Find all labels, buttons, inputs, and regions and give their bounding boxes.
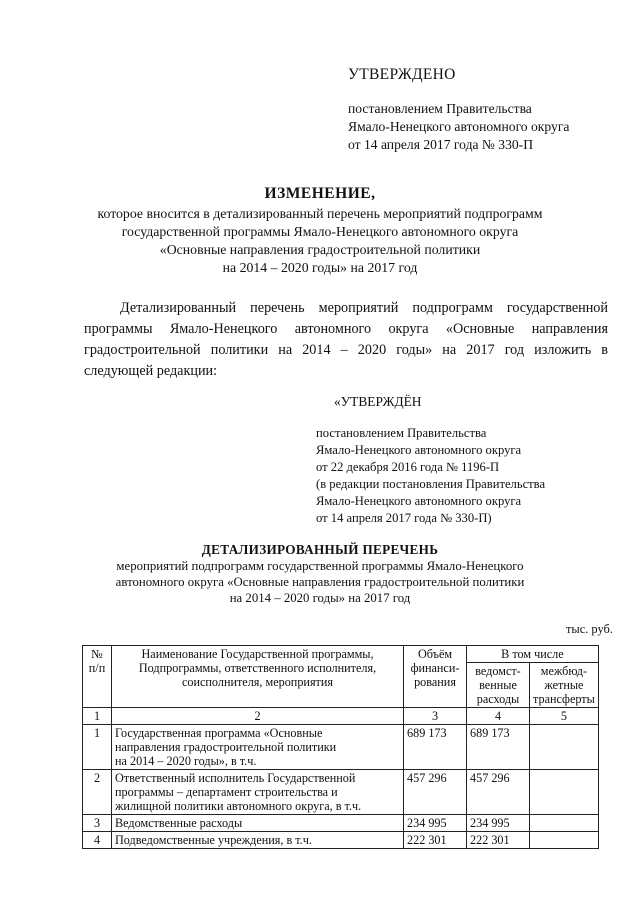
approval2-line: постановлением Правительства bbox=[316, 426, 487, 440]
header-including: В том числе bbox=[467, 646, 599, 663]
row-interbudget bbox=[530, 832, 599, 849]
row-name: Государственная программа «Основные направления градостроительной политики на 2014 – 2020 годы», в т.ч. bbox=[112, 725, 404, 770]
change-line: которое вносится в детализированный перечень мероприятий подпрограмм bbox=[97, 206, 543, 221]
table-row bbox=[83, 832, 599, 849]
row-num: 1 bbox=[83, 725, 112, 770]
change-line: на 2014 – 2020 годы» на 2017 год bbox=[222, 260, 418, 275]
row-num: 3 bbox=[83, 815, 112, 832]
row-volume: 222 301 bbox=[404, 832, 467, 849]
approval2-title: «УТВЕРЖДЁН bbox=[334, 394, 422, 409]
row-interbudget bbox=[530, 725, 599, 770]
change-line: государственной программы Ямало-Ненецкого автономного округа bbox=[121, 224, 519, 239]
row-volume: 234 995 bbox=[404, 815, 467, 832]
table-row bbox=[83, 725, 599, 770]
row-name: Подведомственные учреждения, в т.ч. bbox=[112, 832, 404, 849]
table-row bbox=[83, 815, 599, 832]
row-name: Ведомственные расходы bbox=[112, 815, 404, 832]
col-num: 3 bbox=[404, 708, 467, 725]
header-num: № п/п bbox=[83, 646, 112, 708]
body-paragraph: Детализированный перечень мероприятий подпрограмм государственной программы Ямало-Ненецкого автономного округа «Основные направления градостроительной политики на 2014 – 2020 годы» на 2017 год изложить в следующей редакции: bbox=[84, 300, 608, 379]
activities-table bbox=[82, 645, 599, 849]
row-num: 4 bbox=[83, 832, 112, 849]
table-header-row bbox=[83, 646, 599, 663]
change-line: «Основные направления градостроительной политики bbox=[159, 242, 481, 257]
col-num: 4 bbox=[467, 708, 530, 725]
approval2-line: Ямало-Ненецкого автономного округа bbox=[316, 443, 522, 457]
col-num: 2 bbox=[112, 708, 404, 725]
row-name: Ответственный исполнитель Государственной программы – департамент строительства и жилищной политики автономного округа, в т.ч. bbox=[112, 770, 404, 815]
header-volume: Объём финанси- рования bbox=[404, 646, 467, 708]
approval-line: постановлением Правительства bbox=[348, 101, 532, 116]
row-num: 2 bbox=[83, 770, 112, 815]
row-volume: 457 296 bbox=[404, 770, 467, 815]
units-label: тыс. руб. bbox=[566, 622, 613, 636]
list-title: ДЕТАЛИЗИРОВАННЫЙ ПЕРЕЧЕНЬ bbox=[201, 542, 439, 557]
table-row bbox=[83, 770, 599, 815]
row-dept: 457 296 bbox=[467, 770, 530, 815]
change-title: ИЗМЕНЕНИЕ, bbox=[264, 185, 376, 202]
list-line: на 2014 – 2020 годы» на 2017 год bbox=[229, 591, 411, 605]
approval-line: Ямало-Ненецкого автономного округа bbox=[348, 119, 570, 134]
list-line: автономного округа «Основные направления градостроительной политики bbox=[115, 575, 525, 589]
header-interbudget: межбюд- жетные трансферты bbox=[530, 663, 599, 708]
approval-line: от 14 апреля 2017 года № 330-П bbox=[348, 137, 534, 152]
row-dept: 234 995 bbox=[467, 815, 530, 832]
list-line: мероприятий подпрограмм государственной программы Ямало-Ненецкого bbox=[116, 559, 524, 573]
approval2-line: (в редакции постановления Правительства bbox=[316, 477, 546, 491]
approval-title: УТВЕРЖДЕНО bbox=[348, 66, 456, 83]
approval2-line: от 14 апреля 2017 года № 330-П) bbox=[316, 511, 492, 525]
column-number-row bbox=[83, 708, 599, 725]
col-num: 5 bbox=[530, 708, 599, 725]
row-volume: 689 173 bbox=[404, 725, 467, 770]
header-dept: ведомст- венные расходы bbox=[467, 663, 530, 708]
col-num: 1 bbox=[83, 708, 112, 725]
header-name: Наименование Государственной программы, Подпрограммы, ответственного исполнителя, соисполнителя, мероприятия bbox=[112, 646, 404, 708]
row-dept: 689 173 bbox=[467, 725, 530, 770]
row-dept: 222 301 bbox=[467, 832, 530, 849]
row-interbudget bbox=[530, 815, 599, 832]
row-interbudget bbox=[530, 770, 599, 815]
approval2-line: от 22 декабря 2016 года № 1196-П bbox=[316, 460, 500, 474]
approval2-line: Ямало-Ненецкого автономного округа bbox=[316, 494, 522, 508]
